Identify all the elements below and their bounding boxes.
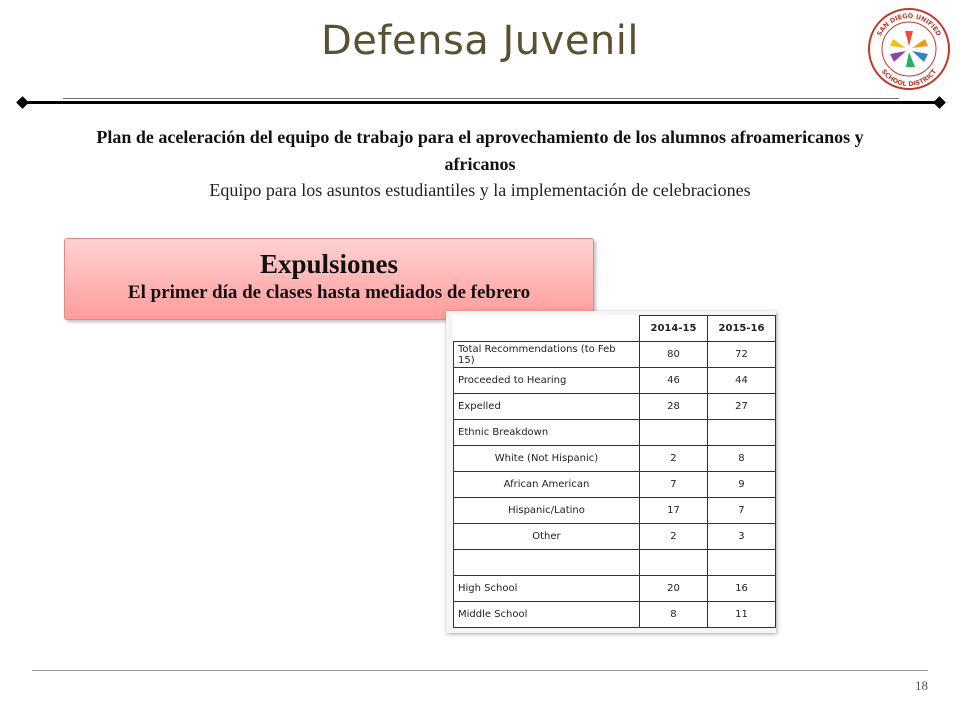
row-label: Proceeded to Hearing [454,368,640,394]
table-row [454,472,776,498]
row-label: Expelled [454,394,640,420]
row-label: Middle School [454,602,640,628]
cell-2015-16: 27 [707,394,775,420]
column-header: 2015-16 [707,316,775,342]
cell-2015-16 [707,550,775,576]
cell-2014-15: 20 [639,576,707,602]
row-label: High School [454,576,640,602]
row-label [454,550,640,576]
cell-2015-16: 44 [707,368,775,394]
callout-subtitle: El primer día de clases hasta mediados de febrero [127,282,531,303]
cell-2015-16: 16 [707,576,775,602]
row-label: Ethnic Breakdown [454,420,640,446]
table-row [454,524,776,550]
expulsions-callout [64,238,594,320]
svg-text:SAN DIEGO UNIFIED: SAN DIEGO UNIFIED [875,11,943,38]
table-header-row [454,316,776,342]
cell-2014-15: 17 [639,498,707,524]
cell-2014-15 [639,550,707,576]
cell-2014-15: 80 [639,342,707,368]
row-label: Other [454,524,640,550]
cell-2014-15: 7 [639,472,707,498]
district-logo [866,6,952,92]
table-row [454,498,776,524]
column-header: 2014-15 [639,316,707,342]
table-row [454,420,776,446]
cell-2015-16: 8 [707,446,775,472]
page-title: Defensa Juvenil [320,18,640,64]
table-row [454,550,776,576]
cell-2014-15: 8 [639,602,707,628]
page-number: 18 [915,678,928,693]
expulsion-table-frame [446,311,776,633]
cell-2014-15: 2 [639,446,707,472]
footer-divider [32,670,928,671]
row-label: Hispanic/Latino [454,498,640,524]
cell-2015-16: 9 [707,472,775,498]
expulsion-table [453,315,776,628]
cell-2014-15: 28 [639,394,707,420]
table-row [454,368,776,394]
table-row [454,602,776,628]
callout-title: Expulsiones [259,249,399,279]
cell-2014-15 [639,420,707,446]
table-row [454,342,776,368]
row-label: African American [454,472,640,498]
row-label: White (Not Hispanic) [454,446,640,472]
table-row [454,446,776,472]
svg-text:SCHOOL DISTRICT: SCHOOL DISTRICT [879,67,939,89]
header-divider [18,96,944,110]
plan-subtitle: Plan de aceleración del equipo de trabajo para el aprovechamiento de los alumnos afroamericanos y africanos [96,127,864,174]
cell-2015-16: 11 [707,602,775,628]
cell-2015-16: 72 [707,342,775,368]
cell-2015-16: 7 [707,498,775,524]
team-line: Equipo para los asuntos estudiantiles y la implementación de celebraciones [209,180,751,200]
cell-2014-15: 2 [639,524,707,550]
table-corner [454,316,640,342]
cell-2015-16 [707,420,775,446]
cell-2015-16: 3 [707,524,775,550]
table-row [454,576,776,602]
cell-2014-15: 46 [639,368,707,394]
row-label: Total Recommendations (to Feb 15) [454,342,640,368]
table-row [454,394,776,420]
